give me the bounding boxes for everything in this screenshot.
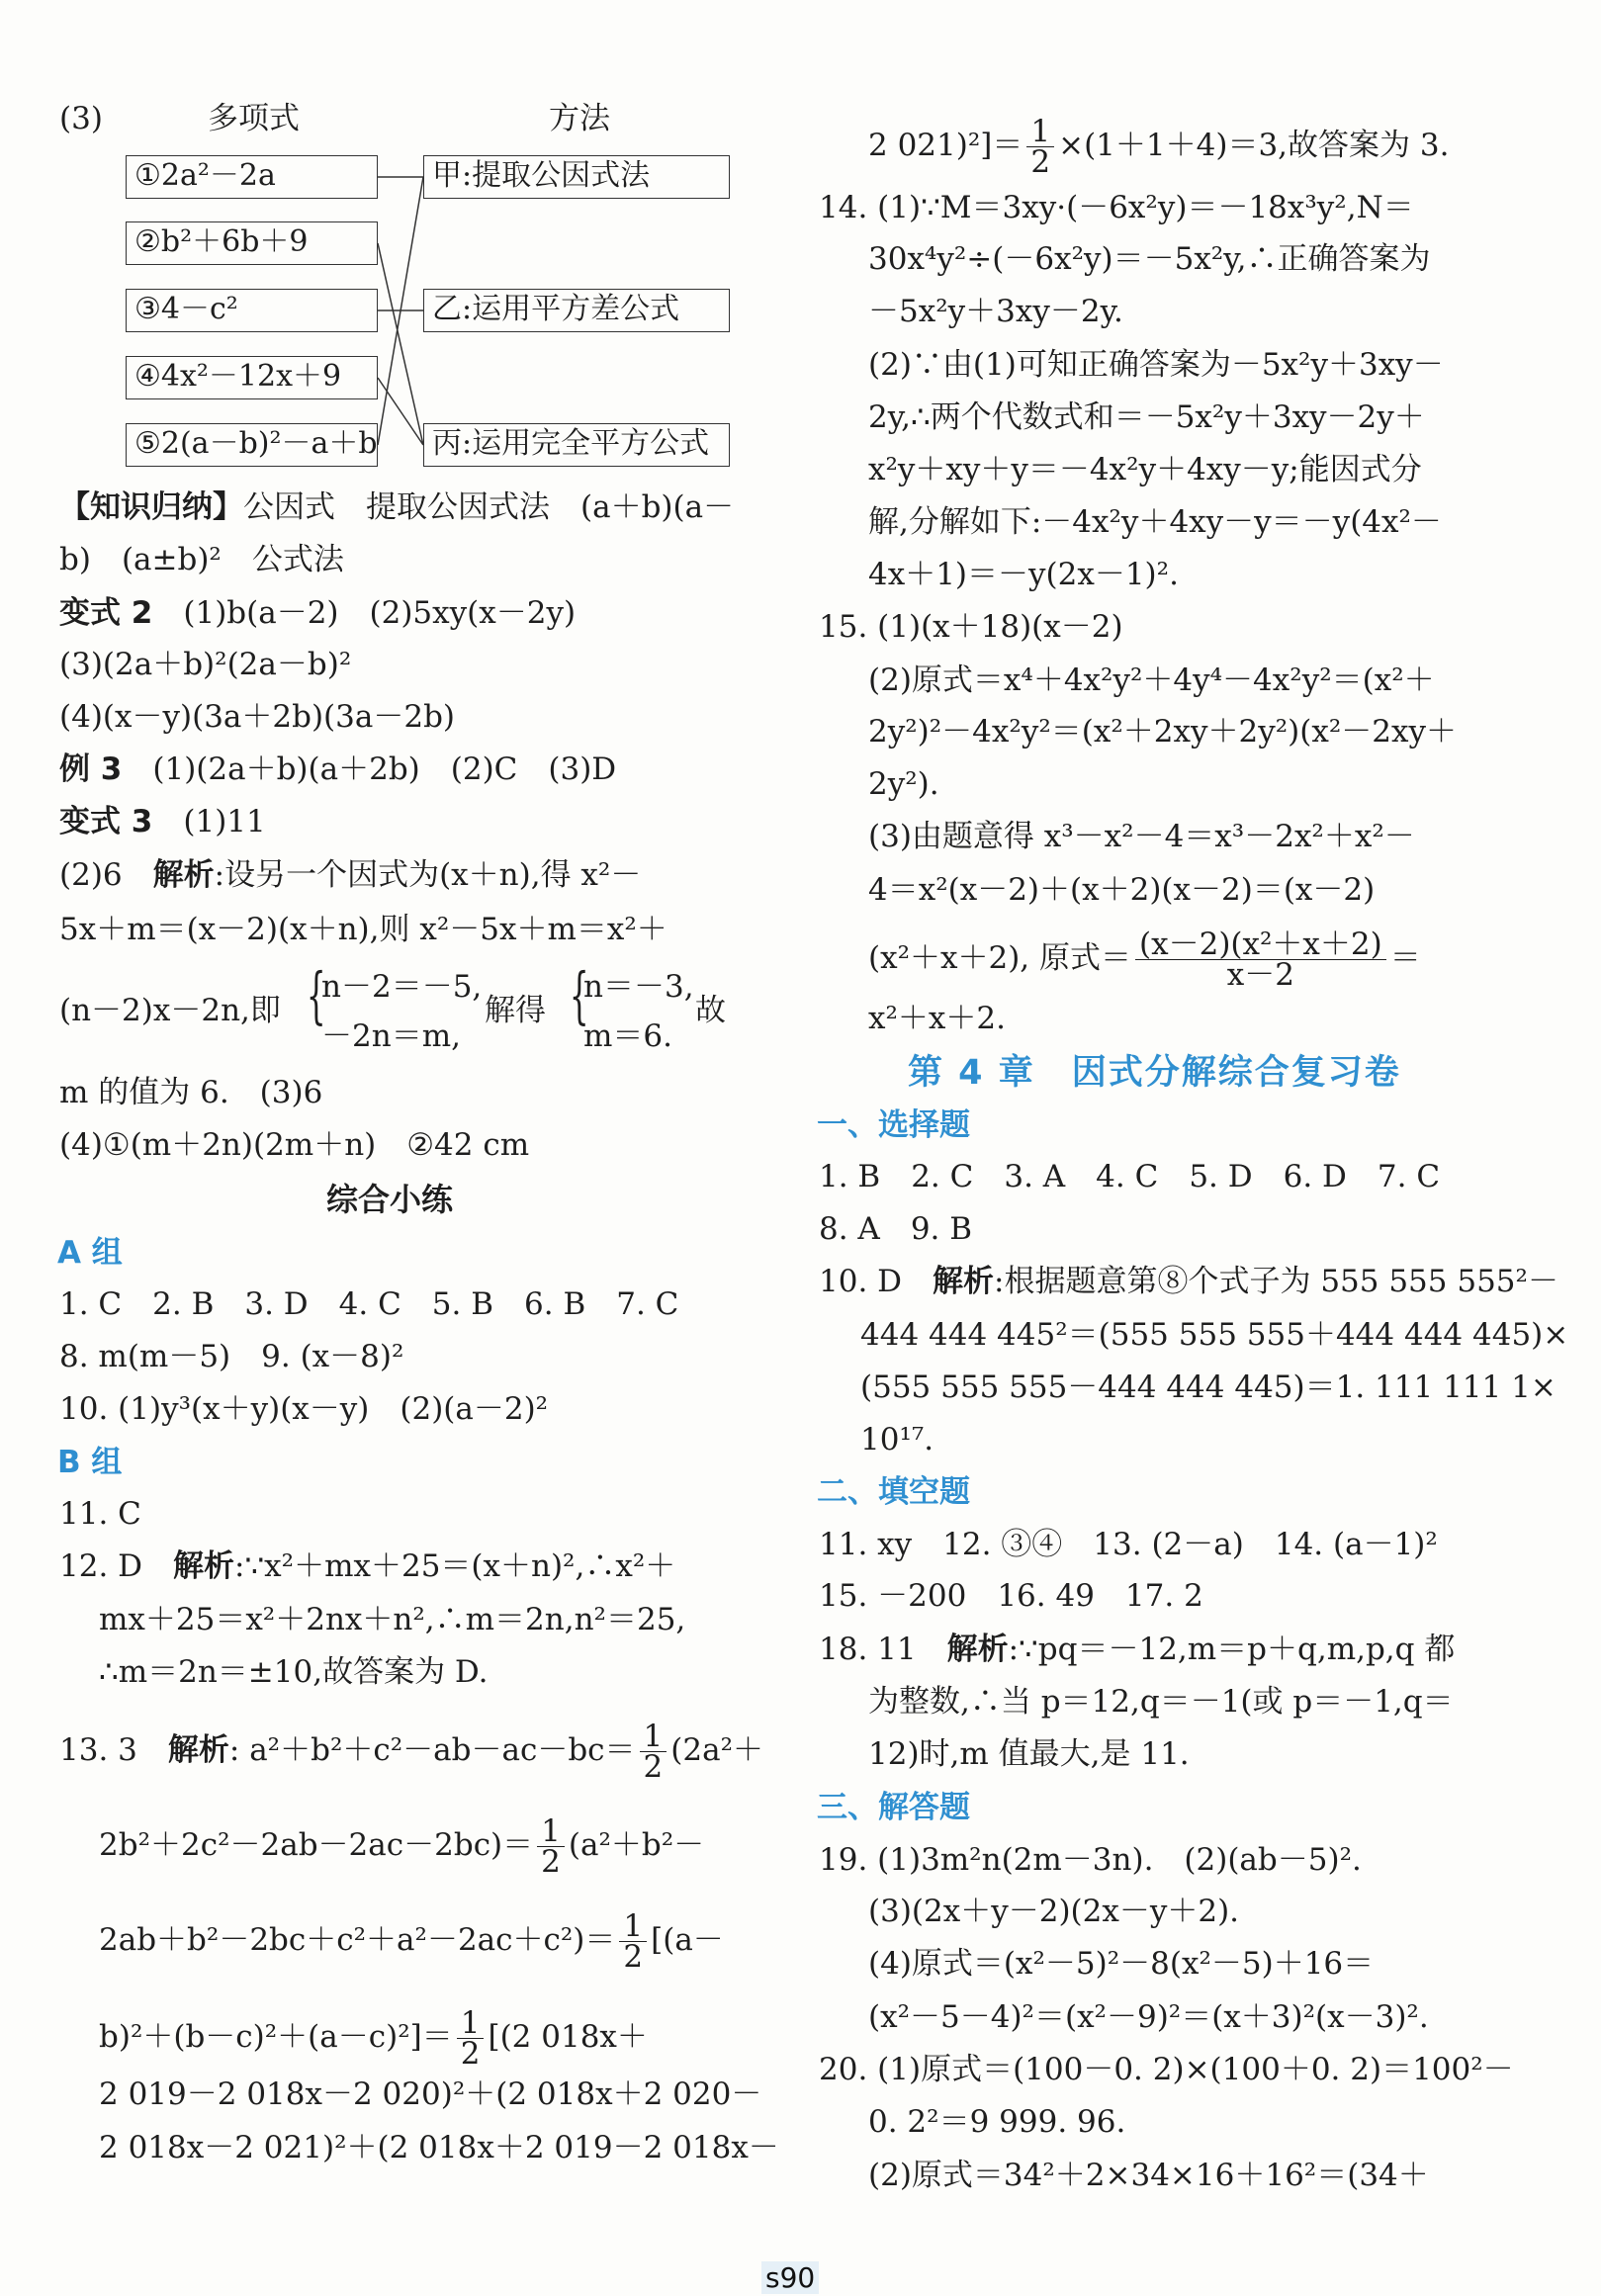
system-2-eq-1: n＝－3, <box>583 969 694 1005</box>
variant-2-line-1: 变式 2 (1)b(a－2) (2)5xy(x－2y) <box>59 595 577 631</box>
group-a-line-1: 1. C 2. B 3. D 4. C 5. B 6. B 7. C <box>59 1286 679 1322</box>
section-choice-heading: 一、选择题 <box>817 1107 970 1143</box>
polynomial-box-1: ①2a²－2a <box>126 155 378 199</box>
example-3: 例 3 (1)(2a＋b)(a＋2b) (2)C (3)D <box>59 751 617 787</box>
q15-line-5: (3)由题意得 x³－x²－4＝x³－2x²＋x²－ <box>868 819 1415 854</box>
variant-3-line-6: (4)①(m＋2n)(2m＋n) ②42 cm <box>59 1127 530 1163</box>
group-a-line-2: 8. m(m－5) 9. (x－8)² <box>59 1339 404 1374</box>
q18-line-3: 12)时,m 值最大,是 11. <box>868 1736 1190 1772</box>
method-header: 方法 <box>549 101 610 136</box>
choice-line-2: 8. A 9. B <box>819 1211 973 1247</box>
q20-line-1: 20. (1)原式＝(100－0. 2)×(100＋0. 2)＝100²－ <box>819 2052 1514 2087</box>
fraction-half: $\frac{1}{2}$ <box>537 1816 565 1877</box>
q12-line-2: mx＋25＝x²＋2nx＋n²,∴m＝2n,n²＝25, <box>99 1602 686 1637</box>
q10-line-2: 444 444 445²＝(555 555 555＋444 444 445)× <box>860 1317 1569 1353</box>
q12-line-1: 12. D 解析:∵x²＋mx＋25＝(x＋n)²,∴x²＋ <box>59 1548 676 1584</box>
method-box-jia: 甲:提取公因式法 <box>423 155 730 199</box>
variant-2-line-3: (4)(x－y)(3a＋2b)(3a－2b) <box>59 699 456 735</box>
q14-line-7: 解,分解如下:－4x²y＋4xy－y＝－y(4x²－ <box>868 504 1442 540</box>
q10-line-1: 10. D 解析:根据题意第⑧个式子为 555 555 555²－ <box>819 1264 1558 1299</box>
section-answer-heading: 三、解答题 <box>817 1790 970 1825</box>
knowledge-summary-line-2: b) (a±b)² 公式法 <box>59 542 344 577</box>
section-title: 综合小练 <box>326 1181 454 1218</box>
q15-line-4: 2y²). <box>868 766 939 802</box>
group-a-heading: A 组 <box>57 1235 123 1271</box>
polynomial-header: 多项式 <box>208 101 300 136</box>
q14-line-1: 14. (1)∵M＝3xy·(－6x²y)＝－18x³y²,N＝ <box>819 190 1414 225</box>
polynomial-box-4: ④4x²－12x＋9 <box>126 356 378 399</box>
method-box-yi: 乙:运用平方差公式 <box>423 289 730 332</box>
q18-line-1: 18. 11 解析:∵pq＝－12,m＝p＋q,m,p,q 都 <box>819 1632 1456 1667</box>
fraction-half: $\frac{1}{2}$ <box>457 2008 485 2069</box>
variant-3-line-1: 变式 3 (1)11 <box>59 804 266 839</box>
q15-line-2: (2)原式＝x⁴＋4x²y²＋4y⁴－4x²y²＝(x²＋ <box>868 662 1435 698</box>
group-a-line-3: 10. (1)y³(x＋y)(x－y) (2)(a－2)² <box>59 1391 549 1427</box>
polynomial-box-3: ③4－c² <box>126 289 378 332</box>
q19-line-4: (x²－5－4)²＝(x²－9)²＝(x＋3)²(x－3)². <box>868 1999 1429 2035</box>
left-brace-1: { <box>306 959 326 1031</box>
q14-line-6: x²y＋xy＋y＝－4x²y＋4xy－y;能因式分 <box>868 452 1422 487</box>
q10-line-3: (555 555 555－444 444 445)＝1. 111 111 1× <box>860 1369 1557 1405</box>
polynomial-box-2: ②b²＋6b＋9 <box>126 221 378 265</box>
q13-line-4: b)²＋(b－c)²＋(a－c)²]＝ $\frac{1}{2}$ [(2 018x＋ <box>99 2005 648 2072</box>
q18-line-2: 为整数,∴当 p＝12,q＝－1(或 p＝－1,q＝ <box>868 1684 1454 1720</box>
q13-continued: 2 021)²]＝ $\frac{1}{2}$ ×(1＋1＋4)＝3,故答案为 3. <box>868 114 1450 180</box>
fraction-expression: $\frac{\text{(x－2)(x²＋x＋2)}}{x-2}$ <box>1135 929 1386 990</box>
variant-3-line-4a: (n－2)x－2n,即 <box>59 993 281 1028</box>
left-brace-2: { <box>569 959 589 1031</box>
method-box-bing: 丙:运用完全平方公式 <box>423 423 730 467</box>
fill-line-2: 15. －200 16. 49 17. 2 <box>819 1578 1203 1614</box>
fraction-half: $\frac{1}{2}$ <box>619 1911 647 1972</box>
q14-line-2: 30x⁴y²÷(－6x²y)＝－5x²y,∴正确答案为 <box>868 241 1431 277</box>
system-1-eq-1: n－2＝－5, <box>321 969 483 1005</box>
q10-line-4: 10¹⁷. <box>860 1422 934 1457</box>
q19-line-3: (4)原式＝(x²－5)²－8(x²－5)＋16＝ <box>868 1946 1375 1982</box>
variant-2-line-2: (3)(2a＋b)²(2a－b)² <box>59 647 352 682</box>
system-1-eq-2: －2n＝m, <box>321 1018 461 1054</box>
q20-line-3: (2)原式＝34²＋2×34×16＋16²＝(34＋ <box>868 2158 1429 2193</box>
q13-line-1: 13. 3 解析: a²＋b²＋c²－ab－ac－bc＝ $\frac{1}{2}$ (2a²＋ <box>59 1719 764 1785</box>
polynomial-box-5: ⑤2(a－b)²－a＋b <box>126 423 378 467</box>
q13-line-6: 2 018x－2 021)²＋(2 018x＋2 019－2 018x－ <box>99 2130 779 2165</box>
q15-line-8: x²＋x＋2. <box>868 1001 1006 1036</box>
system-2-eq-2: m＝6. <box>583 1018 672 1054</box>
q15-line-1: 15. (1)(x＋18)(x－2) <box>819 609 1123 645</box>
group-b-heading: B 组 <box>57 1445 123 1480</box>
q14-line-3: －5x²y＋3xy－2y. <box>868 294 1123 329</box>
q13-line-2: 2b²＋2c²－2ab－2ac－2bc)＝ $\frac{1}{2}$ (a²＋b²－ <box>99 1813 705 1880</box>
q14-line-4: (2)∵由(1)可知正确答案为－5x²y＋3xy－ <box>868 347 1444 383</box>
q14-line-5: 2y,∴两个代数式和＝－5x²y＋3xy－2y＋ <box>868 399 1425 435</box>
fraction-half: $\frac{1}{2}$ <box>640 1722 667 1782</box>
q15-line-7: (x²＋x＋2), 原式＝ $\frac{\text{(x－2)(x²＋x＋2)}}{x-2}$ ＝ <box>868 927 1421 993</box>
section-fill-heading: 二、填空题 <box>817 1474 970 1510</box>
q19-line-1: 19. (1)3m²n(2m－3n). (2)(ab－5)². <box>819 1842 1362 1878</box>
choice-line-1: 1. B 2. C 3. A 4. C 5. D 6. D 7. C <box>819 1159 1441 1194</box>
knowledge-summary-line-1: 【知识归纳】公因式 提取公因式法 (a＋b)(a－ <box>59 489 735 525</box>
q11: 11. C <box>59 1496 141 1532</box>
match-line-2-bing <box>378 243 423 445</box>
q13-line-5: 2 019－2 018x－2 020)²＋(2 018x＋2 020－ <box>99 2076 762 2112</box>
q19-line-2: (3)(2x＋y－2)(2x－y＋2). <box>868 1894 1240 1929</box>
q13-line-3: 2ab＋b²－2bc＋c²＋a²－2ac＋c²)＝ $\frac{1}{2}$ [(a－ <box>99 1908 724 1975</box>
q20-line-2: 0. 2²＝9 999. 96. <box>868 2104 1126 2140</box>
therefore-label: 故 <box>695 993 726 1028</box>
q15-line-3: 2y²)²－4x²y²＝(x²＋2xy＋2y²)(x²－2xy＋ <box>868 714 1457 750</box>
solve-label: 解得 <box>485 993 546 1028</box>
variant-3-line-3: 5x＋m＝(x－2)(x＋n),则 x²－5x＋m＝x²＋ <box>59 912 667 947</box>
fill-line-1: 11. xy 12. ③④ 13. (2－a) 14. (a－1)² <box>819 1527 1438 1562</box>
question-number: (3) <box>59 101 103 136</box>
fraction-half: $\frac{1}{2}$ <box>1026 117 1054 177</box>
q14-line-8: 4x＋1)＝－y(2x－1)². <box>868 557 1179 592</box>
variant-3-line-5: m 的值为 6. (3)6 <box>59 1075 323 1110</box>
matching-lines <box>0 0 752 494</box>
q15-line-6: 4＝x²(x－2)＋(x＋2)(x－2)＝(x－2) <box>868 872 1376 908</box>
q12-line-3: ∴m＝2n＝±10,故答案为 D. <box>99 1654 489 1690</box>
chapter-title: 第 4 章 因式分解综合复习卷 <box>908 1053 1401 1093</box>
variant-3-line-2: (2)6 解析:设另一个因式为(x＋n),得 x²－ <box>59 857 642 893</box>
page-number: s90 <box>761 2261 819 2294</box>
